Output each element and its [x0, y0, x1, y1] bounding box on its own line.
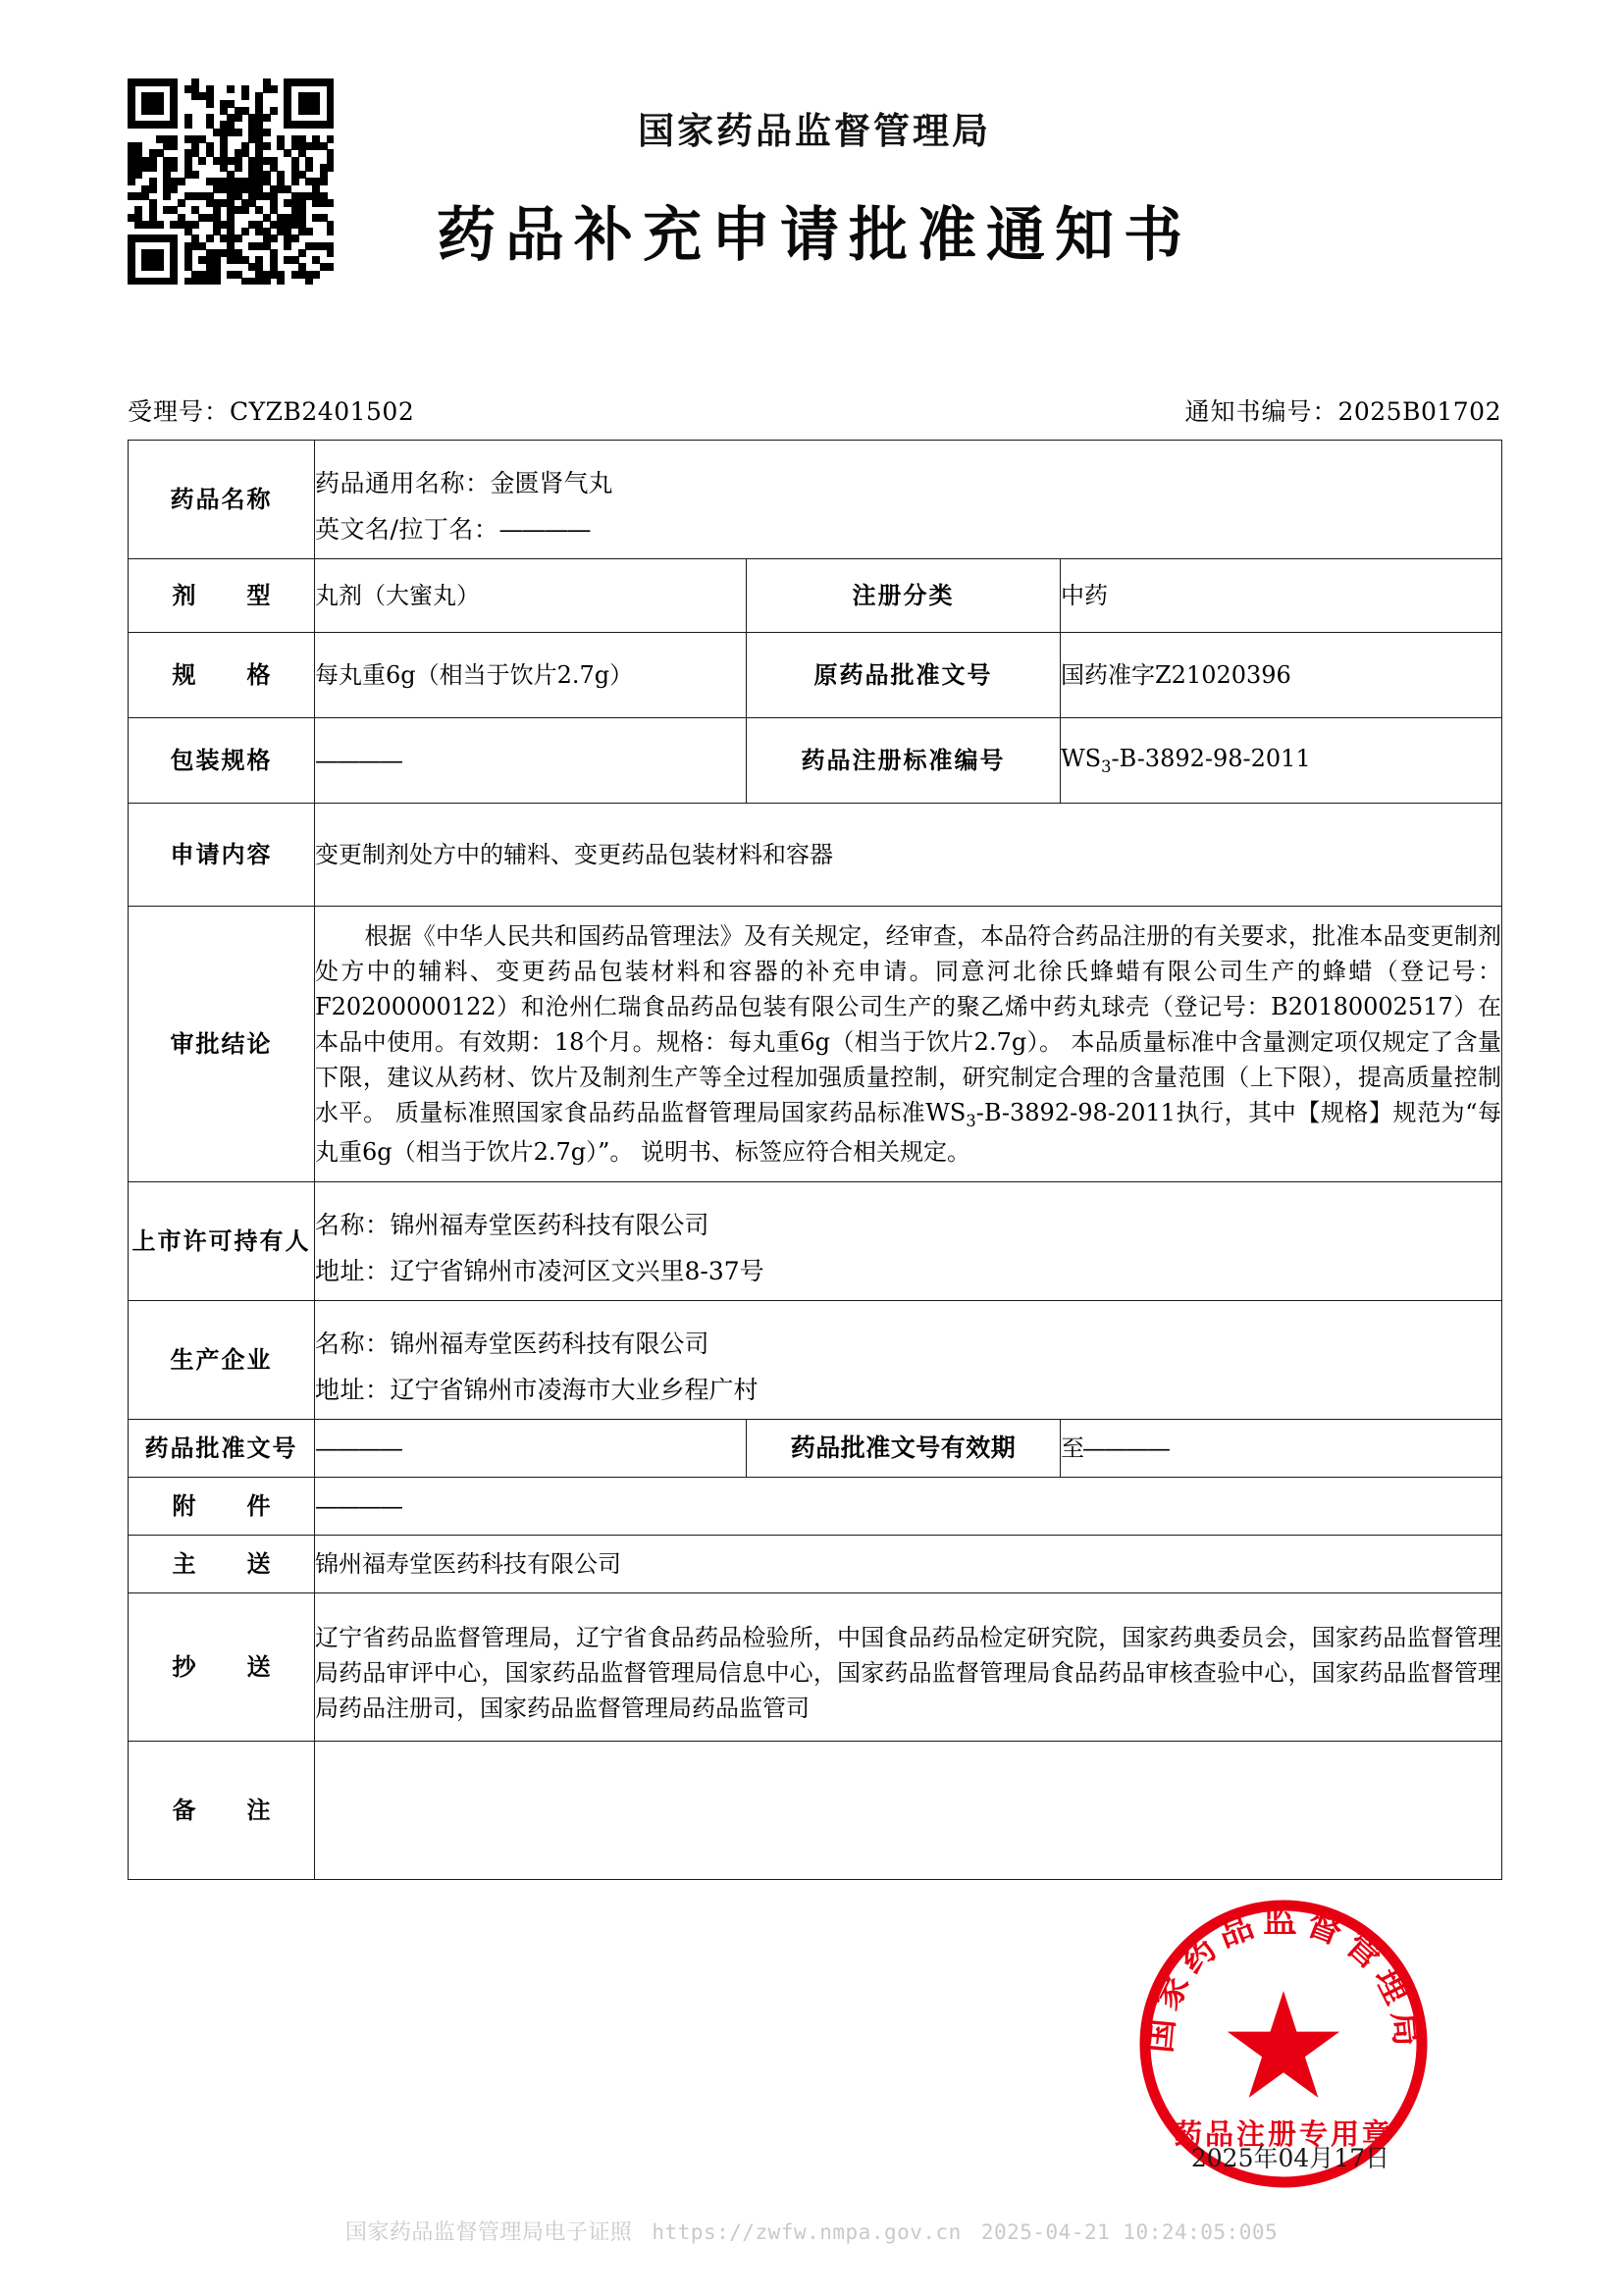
- manufacturer-name-line: [315, 1326, 1501, 1363]
- row-value-primary-recipient: 锦州福寿堂医药科技有限公司: [315, 1536, 1502, 1593]
- acceptance-number-label: 受理号：: [128, 397, 231, 426]
- table-row-package-spec: [129, 718, 1502, 804]
- table-row-dosage-form: [129, 559, 1502, 633]
- row-label-cc-recipient: 抄 送: [129, 1593, 315, 1742]
- row-label-specification: 规 格: [129, 633, 315, 718]
- row-label-remarks: 备 注: [129, 1742, 315, 1880]
- mah-address-line: [315, 1253, 1501, 1290]
- approval-details-table: [128, 440, 1502, 1880]
- notice-number: [1184, 392, 1501, 428]
- row-value-dosage-form: 丸剂（大蜜丸）: [315, 559, 747, 633]
- table-row-cc-recipient: [129, 1593, 1502, 1742]
- table-row-manufacturer: [129, 1301, 1502, 1420]
- row-value-approval-validity: 至————: [1061, 1420, 1502, 1478]
- document-header: [294, 108, 1335, 273]
- table-row-primary-recipient: [129, 1536, 1502, 1593]
- row-label-approval-validity: 药品批准文号有效期: [747, 1420, 1061, 1478]
- row-label-dosage-form: 剂 型: [129, 559, 315, 633]
- table-row-approval-no: [129, 1420, 1502, 1478]
- row-value-standard-no: $WS_3-B-3892-98-2011$: [1061, 718, 1502, 804]
- row-value-application-content: 变更制剂处方中的辅料、变更药品包装材料和容器: [315, 804, 1502, 907]
- row-value-conclusion: 根据《中华人民共和国药品管理法》及有关规定，经审查，本品符合药品注册的有关要求，批准本品变更制剂处方中的辅料、变更药品包装材料和容器的补充申请。同意河北徐氏蜂蜡有限公司生产的蜂蜡（登记号：F20200000122）和沧州仁瑞食品药品包装有限公司生产的聚乙烯中药丸球壳（登记号：B20180002517）在本品中使用。有效期：18个月。规格：每丸重6g（相当于饮片2.7g）。 本品质量标准中含量测定项仅规定了含量下限，建议从药材、饮片及制剂生产等全过程加强质量控制，研究制定合理的含量范围（上下限），提高质量控制水平。 质量标准照国家食品药品监督管理局国家药品标准$WS_3-B-3892-98-2011$执行，其中【规格】规范为“每丸重6g（相当于饮片2.7g）”。 说明书、标签应符合相关规定。: [315, 907, 1502, 1182]
- row-value-drug-name: [315, 441, 1502, 559]
- table-row-remarks: [129, 1742, 1502, 1880]
- mah-name-line: [315, 1207, 1501, 1244]
- manufacturer-address-line: [315, 1372, 1501, 1409]
- footer-source: 国家药品监督管理局电子证照: [344, 2220, 633, 2245]
- table-row-drug-name: [129, 441, 1502, 559]
- foreign-name-line: [315, 511, 1501, 548]
- notice-number-value: 2025B01702: [1337, 397, 1501, 426]
- row-value-specification: 每丸重6g（相当于饮片2.7g）: [315, 633, 747, 718]
- row-value-manufacturer: [315, 1301, 1502, 1420]
- document-footer: [0, 2216, 1623, 2246]
- generic-name-value: 金匮肾气丸: [490, 469, 613, 497]
- row-value-approval-no: ————: [315, 1420, 747, 1478]
- row-label-approval-no: 药品批准文号: [129, 1420, 315, 1478]
- row-value-mah: [315, 1182, 1502, 1301]
- manufacturer-address-value: 辽宁省锦州市凌海市大业乡程广村: [390, 1375, 759, 1404]
- mah-name-label: 名称：: [315, 1211, 391, 1239]
- manufacturer-address-label: 地址：: [315, 1375, 391, 1404]
- row-label-package-spec: 包装规格: [129, 718, 315, 804]
- manufacturer-name-value: 锦州福寿堂医药科技有限公司: [390, 1330, 709, 1358]
- issuing-organization: 国家药品监督管理局: [638, 110, 991, 152]
- foreign-name-label: 英文名/拉丁名：: [315, 514, 499, 544]
- row-label-registration-category: 注册分类: [747, 559, 1061, 633]
- row-label-application-content: 申请内容: [129, 804, 315, 907]
- generic-name-line: [315, 465, 1501, 502]
- document-numbers: [128, 392, 1501, 428]
- seal-date: 2025年04月17日: [1190, 2144, 1390, 2172]
- table-row-conclusion: [129, 907, 1502, 1182]
- row-value-cc-recipient: 辽宁省药品监督管理局，辽宁省食品药品检验所，中国食品药品检定研究院，国家药典委员会，国家药品监督管理局药品审评中心，国家药品监督管理局信息中心，国家药品监督管理局食品药品审核查验中心，国家药品监督管理局药品注册司，国家药品监督管理局药品监管司: [315, 1593, 1502, 1742]
- page-title: 药品补充申请批准通知书: [437, 201, 1192, 271]
- row-label-manufacturer: 生产企业: [129, 1301, 315, 1420]
- generic-name-label: 药品通用名称：: [315, 469, 491, 497]
- row-label-original-approval-no: 原药品批准文号: [747, 633, 1061, 718]
- table-row-attachment: [129, 1478, 1502, 1536]
- foreign-name-value: ————: [498, 514, 590, 544]
- notice-number-label: 通知书编号：: [1184, 397, 1338, 426]
- row-label-conclusion: 审批结论: [129, 907, 315, 1182]
- svg-text:药品注册专用章: 药品注册专用章: [1173, 2117, 1394, 2151]
- row-label-primary-recipient: 主 送: [129, 1536, 315, 1593]
- row-value-registration-category: 中药: [1061, 559, 1502, 633]
- mah-address-label: 地址：: [315, 1256, 391, 1285]
- acceptance-number: [128, 392, 414, 428]
- svg-text:国家药品监督管理局: 国家药品监督管理局: [1139, 1902, 1428, 2056]
- mah-address-value: 辽宁省锦州市凌河区文兴里8-37号: [390, 1256, 764, 1285]
- row-label-mah: 上市许可持有人: [129, 1182, 315, 1301]
- footer-timestamp: 2025-04-21 10:24:05:005: [980, 2220, 1279, 2244]
- table-row-specification: [129, 633, 1502, 718]
- footer-url: https://zwfw.nmpa.gov.cn: [652, 2220, 962, 2244]
- row-value-original-approval-no: 国药准字Z21020396: [1061, 633, 1502, 718]
- row-label-attachment: 附 件: [129, 1478, 315, 1536]
- row-label-standard-no: 药品注册标准编号: [747, 718, 1061, 804]
- table-row-application-content: [129, 804, 1502, 907]
- table-row-mah: [129, 1182, 1502, 1301]
- acceptance-number-value: CYZB2401502: [230, 397, 415, 426]
- row-value-remarks: [315, 1742, 1502, 1880]
- row-label-drug-name: 药品名称: [129, 441, 315, 559]
- row-value-package-spec: ————: [315, 718, 747, 804]
- mah-name-value: 锦州福寿堂医药科技有限公司: [390, 1211, 709, 1239]
- row-value-attachment: ————: [315, 1478, 1502, 1536]
- manufacturer-name-label: 名称：: [315, 1330, 391, 1358]
